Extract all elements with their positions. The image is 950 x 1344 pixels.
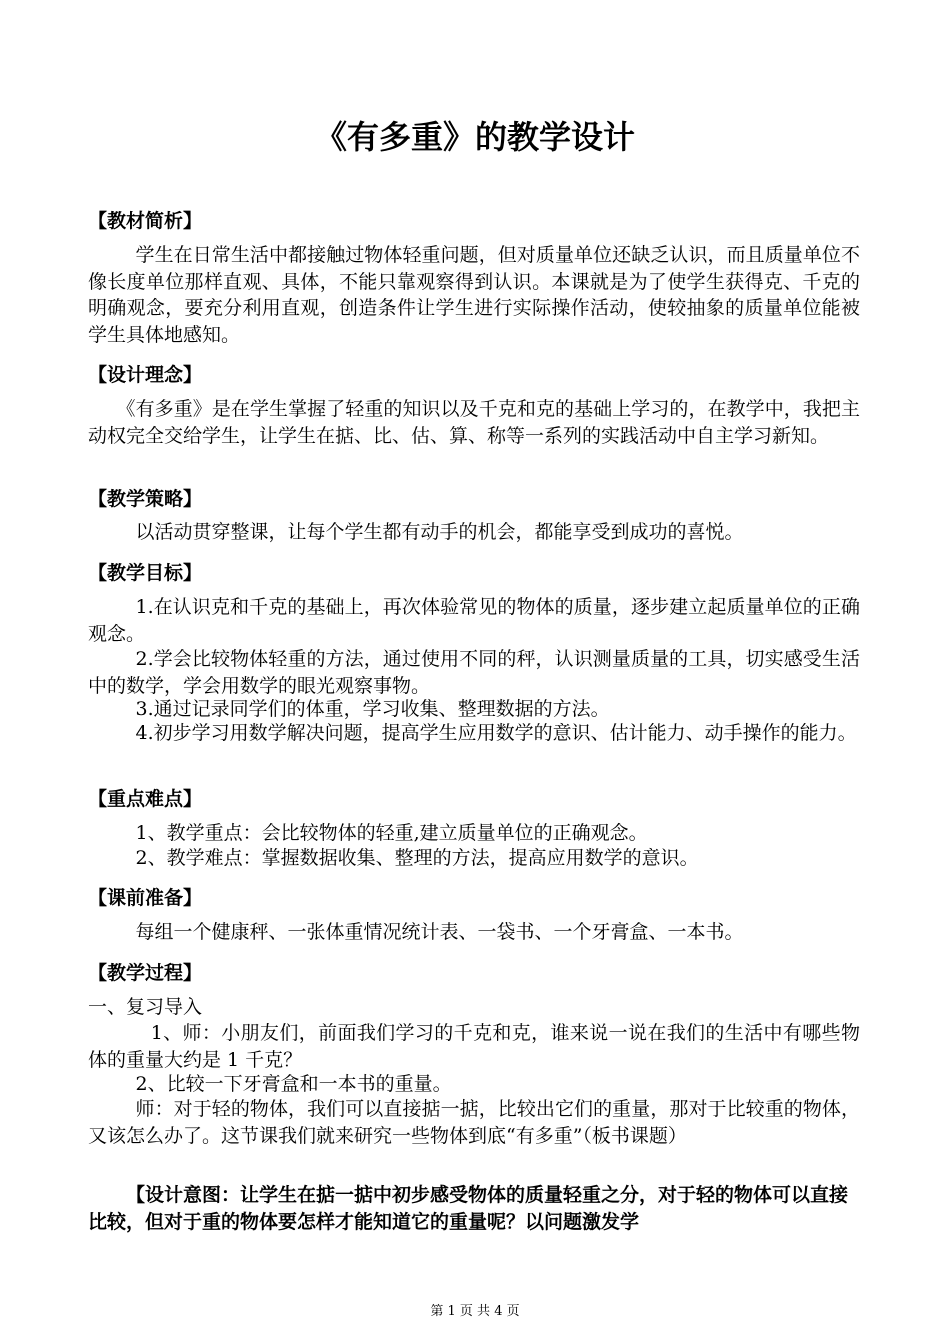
heading-material: 【教材简析】 bbox=[88, 210, 203, 232]
design-intent-note: 【设计意图：让学生在掂一掂中初步感受物体的质量轻重之分，对于轻的物体可以直接比较，但对于重的物体要怎样才能知道它的重量呢？以问题激发学 bbox=[88, 1184, 849, 1233]
process-item-2: 2、比较一下牙膏盒和一本书的重量。 bbox=[135, 1073, 452, 1095]
goal-item-3: 3.通过记录同学们的体重，学习收集、整理数据的方法。 bbox=[135, 698, 610, 720]
strategy-text: 以活动贯穿整课，让每个学生都有动手的机会，都能享受到成功的喜悦。 bbox=[135, 521, 744, 543]
keypoint-item-2: 2、教学难点：掌握数据收集、整理的方法，提高应用数学的意识。 bbox=[135, 847, 699, 869]
page-title: 《有多重》的教学设计 bbox=[314, 118, 635, 156]
prep-text: 每组一个健康秤、一张体重情况统计表、一袋书、一个牙膏盒、一本书。 bbox=[135, 921, 744, 943]
heading-process: 【教学过程】 bbox=[88, 962, 203, 984]
process-item-3: 师：对于轻的物体，我们可以直接掂一掂，比较出它们的重量，那对于比较重的物体，又该怎么办了。这节课我们就来研究一些物体到底“有多重”（板书课题） bbox=[88, 1098, 860, 1147]
material-text: 学生在日常生活中都接触过物体轻重问题，但对质量单位还缺乏认识，而且质量单位不像长度单位那样直观、具体，不能只靠观察得到认识。本课就是为了使学生获得克、千克的明确观念，要充分利用直观，创造条件让学生进行实际操作活动，使较抽象的质量单位能被学生具体地感知。 bbox=[88, 244, 860, 346]
concept-text: 《有多重》是在学生掌握了轻重的知识以及千克和克的基础上学习的，在教学中，我把主动权完全交给学生，让学生在掂、比、估、算、称等一系列的实践活动中自主学习新知。 bbox=[88, 398, 860, 447]
heading-strategy: 【教学策略】 bbox=[88, 488, 203, 510]
goal-item-1: 1.在认识克和千克的基础上，再次体验常见的物体的质量，逐步建立起质量单位的正确观念。 bbox=[88, 596, 860, 645]
goal-item-4: 4.初步学习用数学解决问题，提高学生应用数学的意识、估计能力、动手操作的能力。 bbox=[135, 722, 857, 744]
process-item-1: 1、师：小朋友们，前面我们学习的千克和克，谁来说一说在我们的生活中有哪些物体的重量大约是 1 千克？ bbox=[88, 1022, 860, 1071]
process-subheading: 一、复习导入 bbox=[88, 996, 203, 1018]
goal-item-2: 2.学会比较物体轻重的方法，通过使用不同的秤，认识测量质量的工具，切实感受生活中的数学，学会用数学的眼光观察事物。 bbox=[88, 648, 860, 697]
heading-concept: 【设计理念】 bbox=[88, 364, 203, 386]
heading-keypoints: 【重点难点】 bbox=[88, 788, 203, 810]
page-footer: 第 1 页 共 4 页 bbox=[430, 1304, 520, 1319]
keypoint-item-1: 1、教学重点：会比较物体的轻重,建立质量单位的正确观念。 bbox=[135, 822, 648, 844]
heading-prep: 【课前准备】 bbox=[88, 887, 203, 909]
heading-goals: 【教学目标】 bbox=[88, 562, 203, 584]
